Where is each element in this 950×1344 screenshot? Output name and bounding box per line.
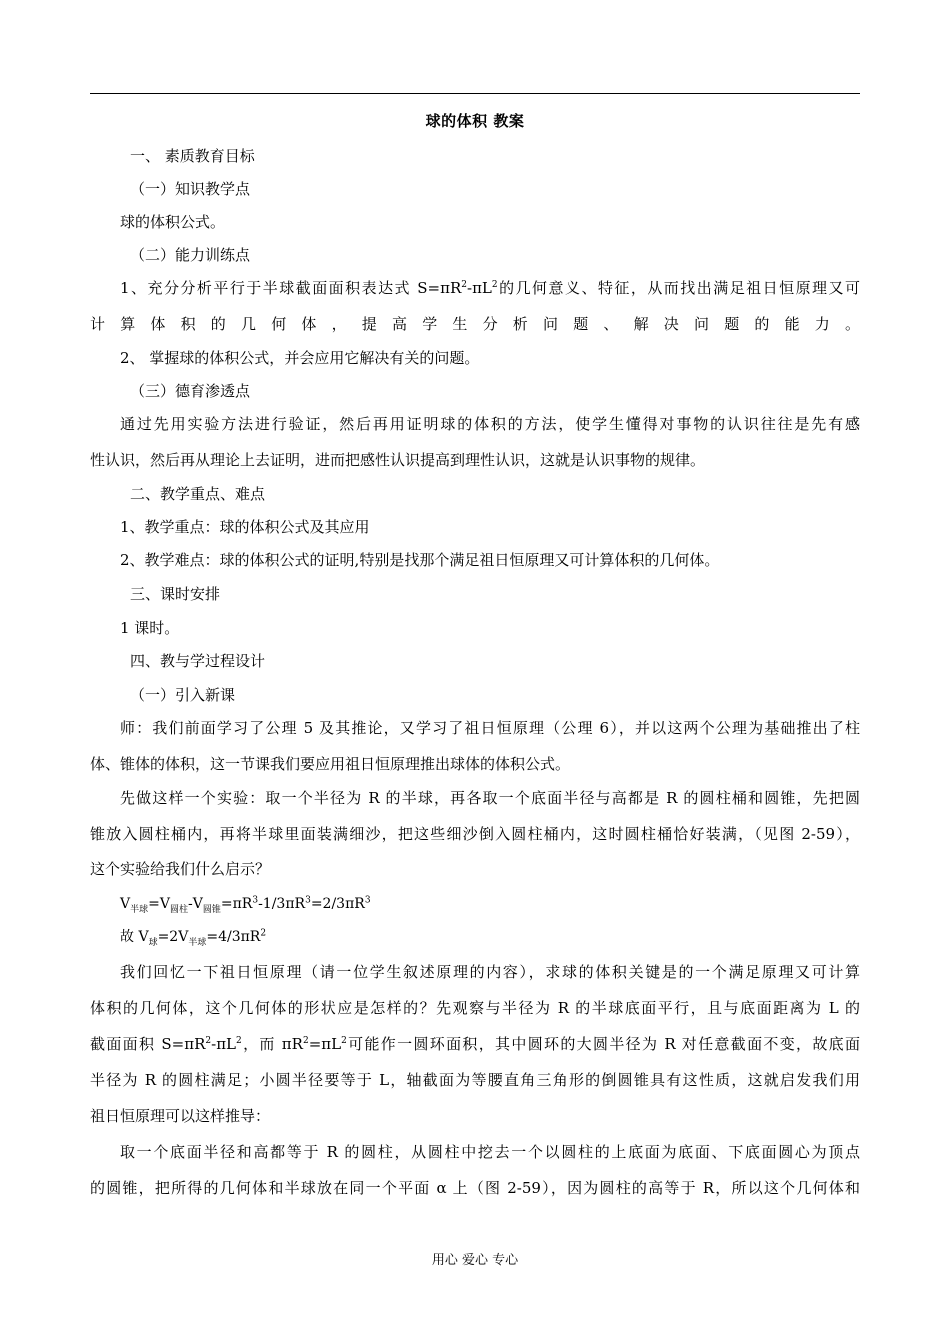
text-line: 半径为 R 的圆柱满足；小圆半径要等于 L，轴截面为等腰直角三角形的倒圆锥具有这性质，这就启发我们用	[90, 1071, 860, 1089]
text-line: 体积的几何体，这个几何体的形状应是怎样的？先观察与半径为 R 的半球底面平行，且与底面距离为 L 的	[90, 999, 860, 1017]
text-line: 1、教学重点：球的体积公式及其应用	[120, 518, 370, 536]
text-line: 取一个底面半径和高都等于 R 的圆柱，从圆柱中挖去一个以圆柱的上底面为底面、下底面圆心为顶点	[120, 1143, 860, 1161]
text-line: 的圆锥，把所得的几何体和半球放在同一个平面 α 上（图 2-59），因为圆柱的高等于 R，所以这个几何体和	[90, 1179, 860, 1197]
subheading-knowledge: （一）知识教学点	[130, 180, 251, 198]
text-line-formula: 截面面积 $S=\pi R^2-\pi L^2$，而 $\pi R^2=\pi L^2$可能作一圆环面积，其中圆环的大圆半径为 R 对任意截面不变，故底面	[90, 1035, 861, 1053]
page-footer: 用心 爱心 专心	[431, 1253, 519, 1268]
subheading-intro: （一）引入新课	[130, 686, 236, 704]
text-line: 我们回忆一下祖日恒原理（请一位学生叙述原理的内容），求球的体积关键是的一个满足原理又可计算	[120, 963, 860, 981]
text-line: 2、 掌握球的体积公式，并会应用它解决有关的问题。	[120, 349, 480, 367]
text-line: 1 课时。	[120, 619, 180, 637]
text-line: 2、教学难点：球的体积公式的证明,特别是找那个满足祖日恒原理又可计算体积的几何体。	[120, 551, 720, 569]
formula-hemisphere-volume: $V_{半球}=V_{圆柱}-V_{圆锥}=\pi R^3-1/3\pi R^3=2/3\pi R^3$	[120, 895, 371, 915]
heading-quality-goals: 一、 素质教育目标	[130, 147, 255, 165]
formula-sphere-volume: 故 $V_球=2V_{半球}=4/3\pi R^2$	[120, 928, 267, 948]
text-line: 球的体积公式。	[120, 213, 226, 231]
text-line: 祖日恒原理可以这样推导：	[90, 1107, 271, 1125]
text-line: 性认识，然后再从理论上去证明，进而把感性认识提高到理性认识，这就是认识事物的规律。	[90, 451, 706, 469]
document-title: 球的体积 教案	[425, 112, 525, 130]
text-line: 这个实验给我们什么启示？	[90, 860, 271, 878]
text-line: 师：我们前面学习了公理 5 及其推论，又学习了祖日恒原理（公理 6），并以这两个公理为基础推出了柱	[120, 719, 860, 737]
subheading-ability: （二）能力训练点	[130, 246, 251, 264]
heading-key-points: 二、教学重点、难点	[130, 485, 266, 503]
text-line: 体、锥体的体积，这一节课我们要应用祖日恒原理推出球体的体积公式。	[90, 755, 571, 773]
text-line: 锥放入圆柱桶内，再将半球里面装满细沙，把这些细沙倒入圆柱桶内，这时圆柱桶恰好装满，（见图 2-59），	[90, 825, 860, 843]
text-line: 先做这样一个实验：取一个半径为 R 的半球，再各取一个底面半径与高都是 R 的圆柱桶和圆锥，先把圆	[120, 789, 860, 807]
text-line-formula: 1、充分分析平行于半球截面面积表达式 $S=\pi R^2-\pi L^2$的几何意义、特征，从而找出满足祖日恒原理又可	[120, 279, 860, 297]
heading-schedule: 三、课时安排	[130, 585, 221, 603]
text-line: 计算体积的几何体，提高学生分析问题、解决问题的能力。	[90, 315, 860, 333]
header-rule	[90, 93, 860, 94]
text-line: 通过先用实验方法进行验证，然后再用证明球的体积的方法，使学生懂得对事物的认识往往是先有感	[120, 415, 860, 433]
subheading-moral: （三）德育渗透点	[130, 382, 251, 400]
heading-process: 四、教与学过程设计	[130, 652, 266, 670]
